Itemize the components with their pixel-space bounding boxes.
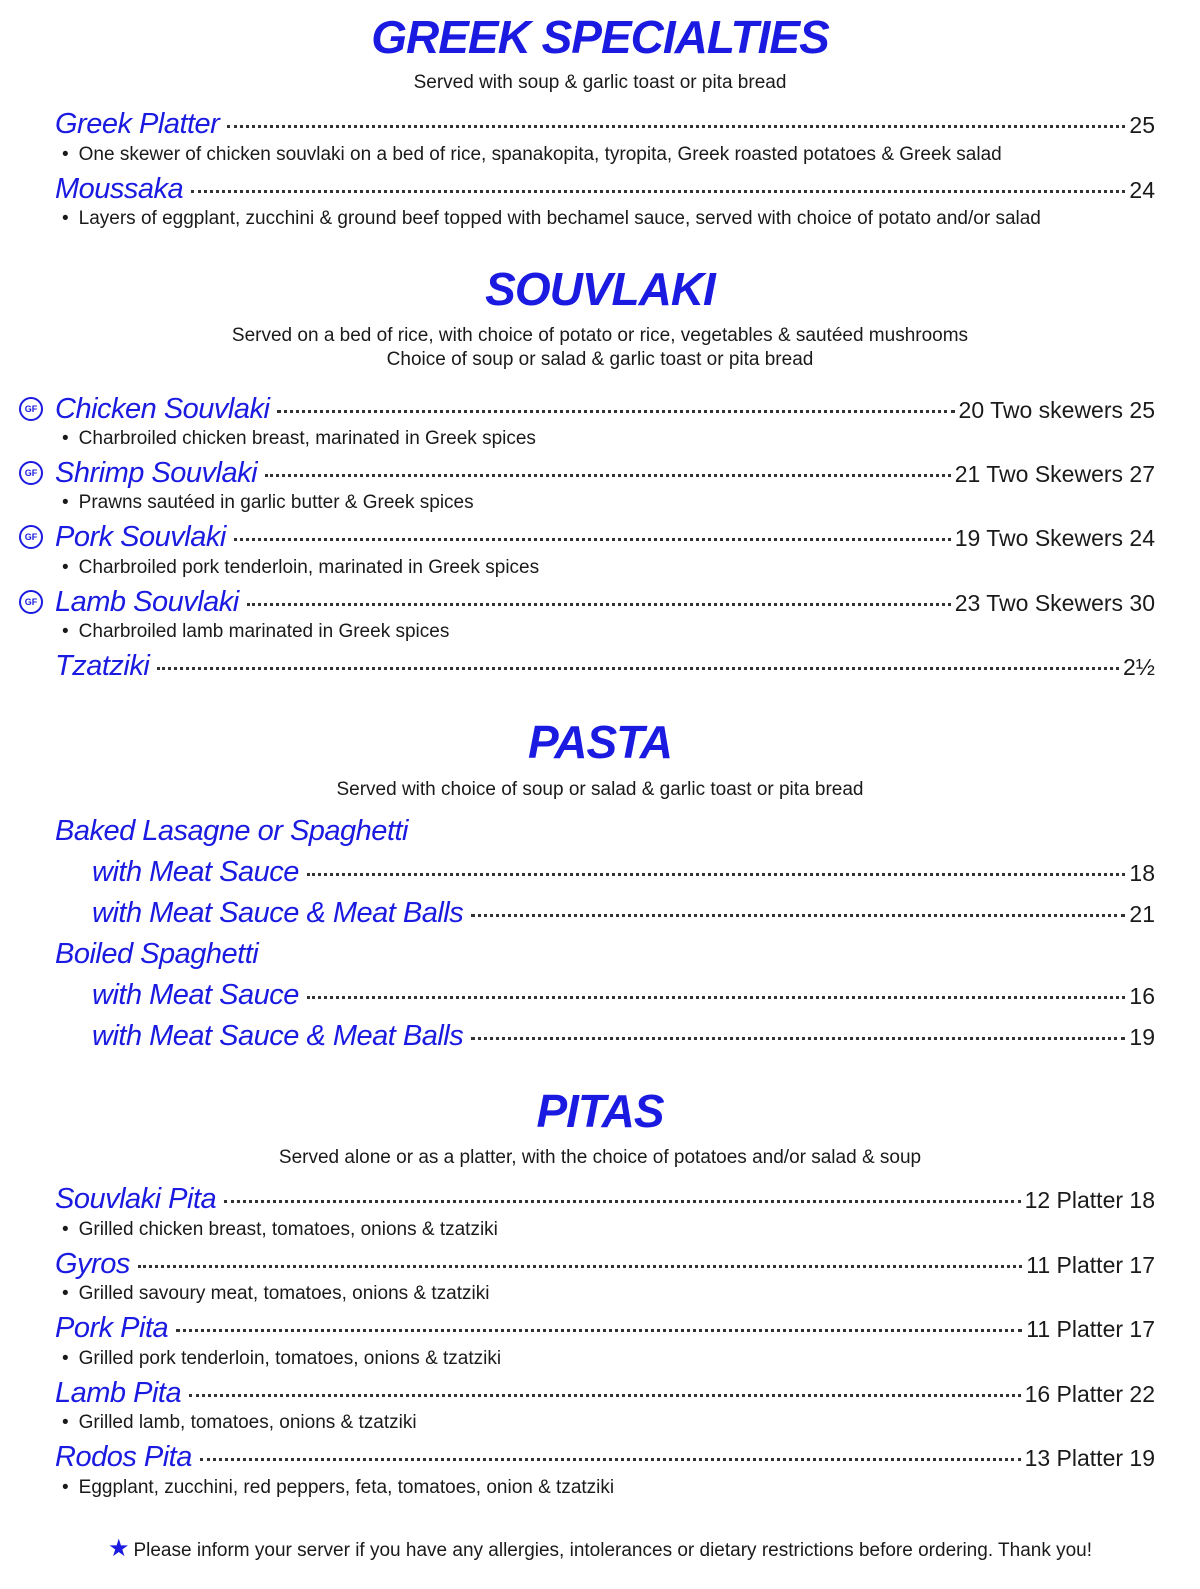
menu-item: [55, 393, 1155, 429]
item-name: Lamb Pita: [55, 1377, 182, 1409]
menu-item: [55, 457, 1155, 493]
leader-dots: [265, 474, 951, 477]
item-description: • Eggplant, zucchini, red peppers, feta, tomatoes, onion & tzatziki: [62, 1477, 614, 1499]
item-price: 19 Two Skewers 24: [954, 525, 1155, 551]
item-description: • Prawns sautéed in garlic butter & Greek spices: [62, 492, 474, 514]
item-name: Pork Pita: [55, 1312, 169, 1344]
menu-item: [55, 1441, 1155, 1477]
leader-dots: [227, 125, 1125, 128]
item-description: • Charbroiled pork tenderloin, marinated in Greek spices: [62, 557, 539, 579]
item-name: Gyros: [55, 1248, 130, 1280]
allergy-notice: [0, 1534, 1200, 1563]
leader-dots: [307, 873, 1126, 876]
menu-item: [92, 856, 1155, 892]
section-subtitle-pitas: Served alone or as a platter, with the choice of potatoes and/or salad & soup: [278, 1147, 922, 1168]
item-price: 21 Two Skewers 27: [954, 461, 1155, 487]
gluten-free-icon: GF: [19, 461, 43, 485]
section-subtitle-souvlaki-2: Choice of soup or salad & garlic toast or pita bread: [386, 349, 814, 370]
item-name: with Meat Sauce & Meat Balls: [92, 897, 464, 929]
item-description: • Charbroiled lamb marinated in Greek spices: [62, 621, 449, 643]
menu-item: [55, 1248, 1155, 1284]
section-title-pitas: PITAS: [536, 1085, 664, 1137]
menu-item: [92, 1020, 1155, 1056]
item-name: with Meat Sauce & Meat Balls: [92, 1020, 464, 1052]
pasta-group-title: [55, 815, 1155, 851]
leader-dots: [234, 538, 951, 541]
menu-item: [55, 521, 1155, 557]
item-description: • Layers of eggplant, zucchini & ground beef topped with bechamel sauce, served with choice of potato and/or salad: [62, 208, 1041, 230]
star-icon: ★: [107, 1535, 130, 1562]
item-price: 20 Two skewers 25: [958, 397, 1155, 423]
section-subtitle-souvlaki: Served on a bed of rice, with choice of potato or rice, vegetables & sautéed mushrooms: [231, 325, 969, 346]
item-name: Baked Lasagne or Spaghetti: [55, 815, 408, 847]
leader-dots: [471, 1037, 1125, 1040]
leader-dots: [176, 1329, 1022, 1332]
item-name: Lamb Souvlaki: [55, 586, 239, 618]
item-price: 2½: [1123, 654, 1155, 680]
leader-dots: [247, 603, 951, 606]
gluten-free-icon: GF: [19, 590, 43, 614]
item-description: • Grilled lamb, tomatoes, onions & tzatziki: [62, 1412, 417, 1434]
item-price: 24: [1129, 177, 1155, 203]
leader-dots: [138, 1265, 1022, 1268]
leader-dots: [189, 1394, 1021, 1397]
item-name: with Meat Sauce: [92, 979, 299, 1011]
allergy-notice-text: Please inform your server if you have any allergies, intolerances or dietary restrictions before ordering. Thank you!: [133, 1540, 1093, 1561]
menu-item: [55, 1183, 1155, 1219]
item-name: Greek Platter: [55, 108, 220, 140]
section-title-greek: GREEK SPECIALTIES: [371, 11, 829, 63]
pasta-group-title: [55, 938, 1155, 974]
section-subtitle-greek: Served with soup & garlic toast or pita bread: [413, 72, 787, 93]
item-description: • Grilled chicken breast, tomatoes, onions & tzatziki: [62, 1219, 498, 1241]
item-name: Souvlaki Pita: [55, 1183, 217, 1215]
gluten-free-icon: GF: [19, 397, 43, 421]
item-price: 16 Platter 22: [1024, 1381, 1155, 1407]
item-description: • One skewer of chicken souvlaki on a bed of rice, spanakopita, tyropita, Greek roasted potatoes & Greek salad: [62, 144, 1002, 166]
item-name: Moussaka: [55, 173, 184, 205]
item-description: • Grilled pork tenderloin, tomatoes, onions & tzatziki: [62, 1348, 501, 1370]
menu-item: [92, 979, 1155, 1015]
leader-dots: [471, 914, 1125, 917]
item-price: 21: [1129, 901, 1155, 927]
menu-item: [55, 173, 1155, 209]
item-price: 11 Platter 17: [1026, 1316, 1155, 1342]
item-description: • Grilled savoury meat, tomatoes, onions & tzatziki: [62, 1283, 489, 1305]
leader-dots: [191, 190, 1125, 193]
item-price: 12 Platter 18: [1024, 1187, 1155, 1213]
section-title-pasta: PASTA: [527, 716, 673, 768]
item-description: • Charbroiled chicken breast, marinated in Greek spices: [62, 428, 536, 450]
item-price: 13 Platter 19: [1024, 1445, 1155, 1471]
item-name: with Meat Sauce: [92, 856, 299, 888]
item-name: Rodos Pita: [55, 1441, 192, 1473]
leader-dots: [307, 996, 1126, 999]
menu-item: [55, 108, 1155, 144]
item-price: 25: [1129, 112, 1155, 138]
menu-item: [55, 586, 1155, 622]
item-name: Shrimp Souvlaki: [55, 457, 258, 489]
item-price: 16: [1129, 983, 1155, 1009]
menu-item: [55, 1312, 1155, 1348]
leader-dots: [200, 1458, 1021, 1461]
item-price: 23 Two Skewers 30: [954, 590, 1155, 616]
leader-dots: [277, 410, 954, 413]
section-title-souvlaki: SOUVLAKI: [485, 263, 715, 315]
menu-item: [55, 650, 1155, 686]
item-name: Chicken Souvlaki: [55, 393, 270, 425]
menu-item: [92, 897, 1155, 933]
menu-item: [55, 1377, 1155, 1413]
leader-dots: [224, 1200, 1020, 1203]
leader-dots: [157, 667, 1119, 670]
item-name: Pork Souvlaki: [55, 521, 226, 553]
section-subtitle-pasta: Served with choice of soup or salad & garlic toast or pita bread: [336, 779, 864, 800]
gluten-free-icon: GF: [19, 525, 43, 549]
item-name: Boiled Spaghetti: [55, 938, 259, 970]
item-price: 19: [1129, 1024, 1155, 1050]
item-price: 18: [1129, 860, 1155, 886]
item-name: Tzatziki: [55, 650, 150, 682]
item-price: 11 Platter 17: [1026, 1252, 1155, 1278]
